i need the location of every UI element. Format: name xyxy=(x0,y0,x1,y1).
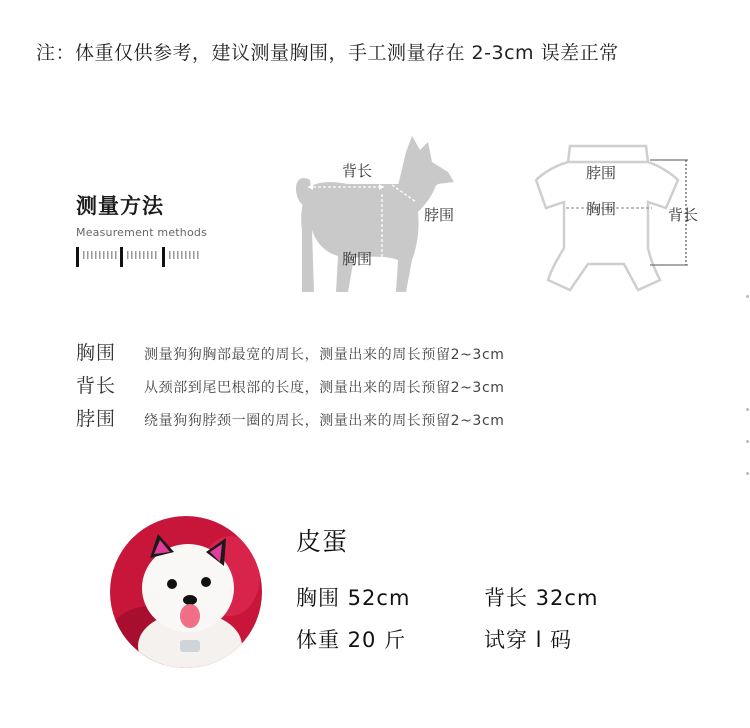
model-trial-size: 试穿 l 码 xyxy=(484,628,573,652)
model-chest: 胸围 52cm xyxy=(296,586,411,610)
model-weight: 体重 20 斤 xyxy=(296,628,407,652)
ruler-icon xyxy=(76,245,204,269)
dog-label-chest: 胸围 xyxy=(342,250,373,268)
shirt-label-neck: 脖围 xyxy=(586,164,617,182)
edge-dot xyxy=(746,472,749,475)
method-title: 测量方法 xyxy=(76,194,164,218)
measurement-definitions xyxy=(76,338,504,437)
definition-text: 绕量狗狗脖颈一圈的周长，测量出来的周长预留2~3cm xyxy=(144,413,505,429)
method-subtitle: Measurement methods xyxy=(76,226,208,239)
definition-row xyxy=(76,338,504,371)
model-dog-avatar xyxy=(110,516,262,668)
model-name: 皮蛋 xyxy=(296,527,349,556)
measurement-note: 注：体重仅供参考，建议测量胸围，手工测量存在 2-3cm 误差正常 xyxy=(36,42,619,64)
edge-dot xyxy=(746,295,749,298)
definition-term: 胸围 xyxy=(76,342,117,364)
definition-row xyxy=(76,404,504,437)
edge-dot xyxy=(746,440,749,443)
dog-label-neck: 脖围 xyxy=(424,206,455,224)
definition-text: 测量狗狗胸部最宽的周长，测量出来的周长预留2~3cm xyxy=(144,347,505,363)
definition-row xyxy=(76,371,504,404)
model-back-length: 背长 32cm xyxy=(484,586,599,610)
shirt-label-chest: 胸围 xyxy=(586,200,617,218)
definition-term: 脖围 xyxy=(76,408,117,430)
edge-dot xyxy=(746,408,749,411)
measurement-method-block xyxy=(76,190,207,273)
dog-label-back-length: 背长 xyxy=(342,162,373,180)
definition-text: 从颈部到尾巴根部的长度，测量出来的周长预留2~3cm xyxy=(144,380,505,396)
shirt-label-back-length: 背长 xyxy=(668,206,699,224)
definition-term: 背长 xyxy=(76,375,117,397)
